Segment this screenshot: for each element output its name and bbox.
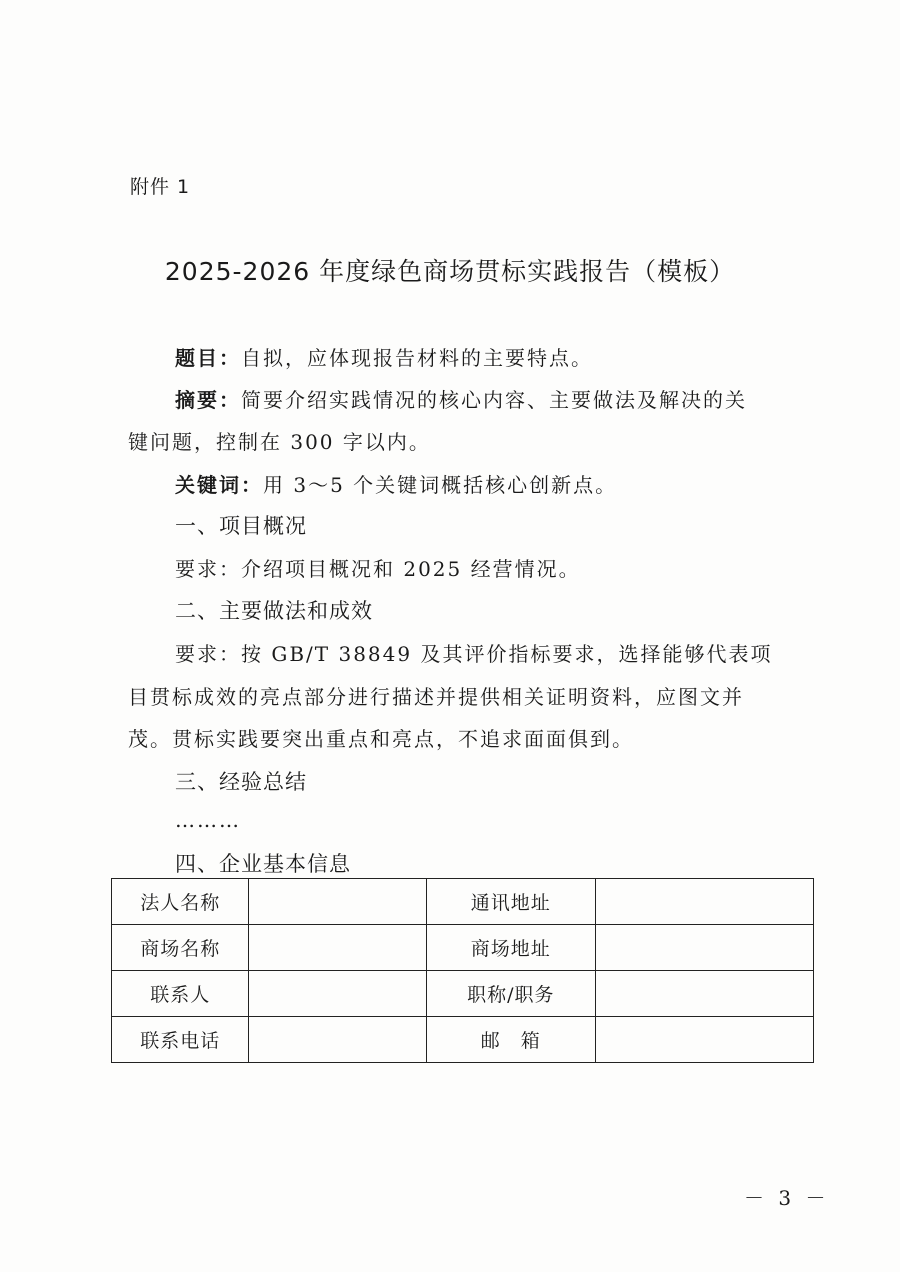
table-label-cell: 法人名称 xyxy=(112,879,249,925)
abstract-label: 摘要： xyxy=(175,388,241,412)
table-label-cell: 商场名称 xyxy=(112,925,249,971)
section-2-line-1: 要求：按 GB/T 38849 及其评价指标要求，选择能够代表项 xyxy=(175,642,773,666)
table-label-cell: 联系人 xyxy=(112,971,249,1017)
keywords-text: 用 3～5 个关键词概括核心创新点。 xyxy=(263,473,618,497)
abstract-line-1: 简要介绍实践情况的核心内容、主要做法及解决的关 xyxy=(241,388,747,412)
keywords-paragraph xyxy=(175,469,617,498)
topic-label: 题目： xyxy=(175,346,241,370)
attachment-label: 附件 1 xyxy=(130,176,191,198)
table-row xyxy=(112,925,814,971)
section-3-text: ……… xyxy=(175,808,241,832)
keywords-label: 关键词： xyxy=(175,473,263,497)
topic-text: 自拟，应体现报告材料的主要特点。 xyxy=(241,346,593,370)
abstract-paragraph xyxy=(175,384,747,413)
table-label-cell: 邮 箱 xyxy=(426,1017,595,1063)
table-label-cell: 商场地址 xyxy=(426,925,595,971)
table-value-cell[interactable] xyxy=(249,971,426,1017)
table-value-cell[interactable] xyxy=(595,879,813,925)
table-value-cell[interactable] xyxy=(249,1017,426,1063)
table-label-cell: 联系电话 xyxy=(112,1017,249,1063)
section-1-heading: 一、项目概况 xyxy=(175,514,307,538)
section-2-line-2: 目贯标成效的亮点部分进行描述并提供相关证明资料，应图文并 xyxy=(128,685,744,709)
table-value-cell[interactable] xyxy=(595,971,813,1017)
topic-paragraph xyxy=(175,342,593,371)
table-value-cell[interactable] xyxy=(249,925,426,971)
table-label-cell: 职称/职务 xyxy=(426,971,595,1017)
page-number: － 3 － xyxy=(744,1186,830,1210)
table-row xyxy=(112,1017,814,1063)
table-row xyxy=(112,971,814,1017)
section-2-line-3: 茂。贯标实践要突出重点和亮点，不追求面面俱到。 xyxy=(128,727,634,751)
section-2-heading: 二、主要做法和成效 xyxy=(175,599,373,623)
table-row xyxy=(112,879,814,925)
abstract-line-2: 键问题，控制在 300 字以内。 xyxy=(128,430,431,454)
section-3-heading: 三、经验总结 xyxy=(175,770,307,794)
table-label-cell: 通讯地址 xyxy=(426,879,595,925)
table-value-cell[interactable] xyxy=(595,925,813,971)
table-value-cell[interactable] xyxy=(595,1017,813,1063)
enterprise-info-table xyxy=(111,878,814,1063)
document-title: 2025-2026 年度绿色商场贯标实践报告（模板） xyxy=(164,257,736,286)
table-value-cell[interactable] xyxy=(249,879,426,925)
section-1-text: 要求：介绍项目概况和 2025 经营情况。 xyxy=(175,557,581,581)
section-4-heading: 四、企业基本信息 xyxy=(175,852,351,876)
